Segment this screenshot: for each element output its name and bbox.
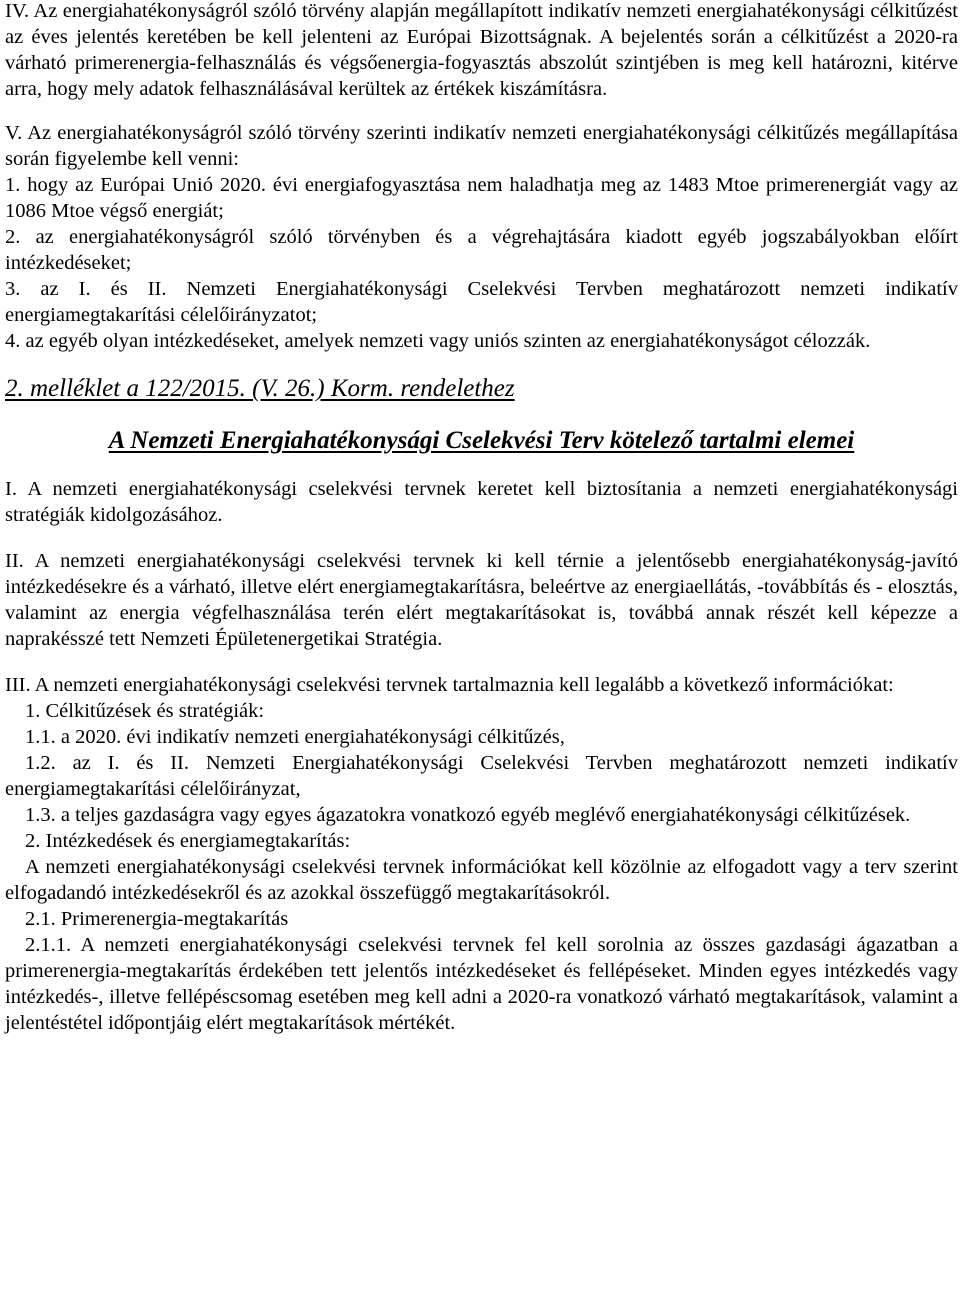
annex-title: A Nemzeti Energiahatékonysági Cselekvési Terv kötelező tartalmi elemei (108, 427, 855, 454)
section-v-item-4: 4. az egyéb olyan intézkedéseket, amelyek nemzeti vagy uniós szinten az energiahatékonyságot célozzák. (5, 330, 871, 352)
section-iv-paragraph: IV. Az energiahatékonyságról szóló törvény alapján megállapított indikatív nemzeti energiahatékonysági célkitűzést az éves jelentés keretében be kell jelenteni az Európai Bizottságnak. A bejelentés során a célkitűzést a 2020-ra várható primerenergia-felhasználás és végsőenergia-fogyasztás abszolút szintjében is meg kell határozni, kitérve arra, hogy mely adatok felhasználásával kerültek az értékek kiszámításra. (5, 0, 958, 100)
part-iii-s2-1-1: 2.1.1. A nemzeti energiahatékonysági cselekvési tervnek fel kell sorolnia az összes gazdasági ágazatban a primerenergia-megtakarítás érdekében tett jelentős intézkedéseket és fellépéseket. Minden egyes intézkedés vagy intézkedés-, illetve fellépéscsomag esetében meg kell adni a 2020-ra vonatkozó várható megtakarítások, valamint a jelentéstétel időpontjáig elért megtakarítások mértékét. (5, 934, 958, 1034)
annex-heading: 2. melléklet a 122/2015. (V. 26.) Korm. rendelethez (5, 375, 515, 402)
part-iii-s1-2: 1.2. az I. és II. Nemzeti Energiahatékonysági Cselekvési Tervben meghatározott nemzeti indikatív energiamegtakarítási célelőirányzat, (5, 752, 958, 800)
part-iii-intro: III. A nemzeti energiahatékonysági cselekvési tervnek tartalmaznia kell legalább a következő információkat: (5, 674, 894, 696)
document-page (5, 0, 958, 1036)
part-iii-s1-title: 1. Célkitűzések és stratégiák: (25, 700, 265, 722)
part-ii-paragraph: II. A nemzeti energiahatékonysági cselekvési tervnek ki kell térnie a jelentősebb energiahatékonyság-javító intézkedésekre és a várható, illetve elért energiamegtakarításra, beleértve az energiaellátás, -továbbítás és - elosztás, valamint az energia végfelhasználása terén elért megtakarításokat is, továbbá annak részét kell képezze a naprakésszé tett Nemzeti Épületenergetikai Stratégia. (5, 550, 958, 650)
part-iii-s2-title: 2. Intézkedések és energiamegtakarítás: (25, 830, 351, 852)
section-v-item-3: 3. az I. és II. Nemzeti Energiahatékonysági Cselekvési Tervben meghatározott nemzeti indikatív energiamegtakarítási célelőirányzatot; (5, 278, 958, 326)
part-iii-s1-1: 1.1. a 2020. évi indikatív nemzeti energiahatékonysági célkitűzés, (25, 726, 565, 748)
part-iii-s2-1-title: 2.1. Primerenergia-megtakarítás (25, 908, 289, 930)
part-i-paragraph: I. A nemzeti energiahatékonysági cselekvési tervnek keretet kell biztosítania a nemzeti energiahatékonysági stratégiák kidolgozásához. (5, 478, 958, 526)
part-iii-s2-text: A nemzeti energiahatékonysági cselekvési tervnek információkat kell közölnie az elfogadott vagy a terv szerint elfogadandó intézkedésekről és az azokkal összefüggő megtakarításokról. (5, 856, 958, 904)
part-iii-s1-3: 1.3. a teljes gazdaságra vagy egyes ágazatokra vonatkozó egyéb meglévő energiahatékonysági célkitűzések. (25, 804, 911, 826)
section-v-item-1: 1. hogy az Európai Unió 2020. évi energiafogyasztása nem haladhatja meg az 1483 Mtoe primerenergiát vagy az 1086 Mtoe végső energiát; (5, 174, 958, 222)
section-v-intro: V. Az energiahatékonyságról szóló törvény szerinti indikatív nemzeti energiahatékonysági célkitűzés megállapítása során figyelembe kell venni: (5, 122, 958, 170)
section-v-item-2: 2. az energiahatékonyságról szóló törvényben és a végrehajtására kiadott egyéb jogszabályokban előírt intézkedéseket; (5, 226, 958, 274)
